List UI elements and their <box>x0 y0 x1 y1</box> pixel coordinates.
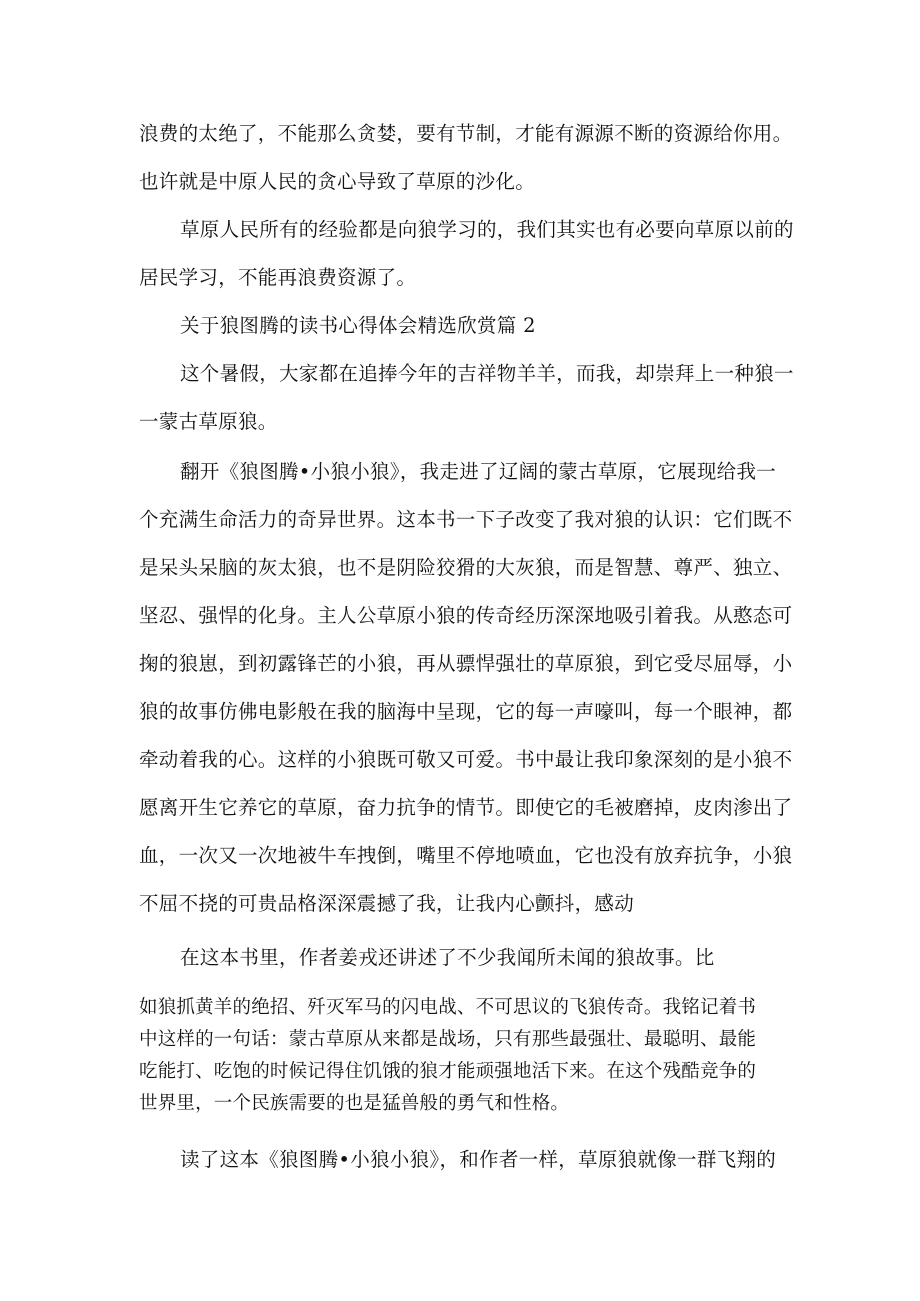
text-line-4: 居民学习，不能再浪费资源了。 <box>139 266 417 289</box>
text-line-2: 也许就是中原人民的贪心导致了草原的沙化。 <box>139 170 536 193</box>
text-line-8: 翻开《狼图腾•小狼小狼》，我走进了辽阔的蒙古草原，它展现给我一 <box>180 460 777 483</box>
text-line-12: 掬的狼崽，到初露锋芒的小狼，再从骠悍强壮的草原狼，到它受尽屈辱，小 <box>139 652 793 675</box>
text-line-11: 坚忍、强悍的化身。主人公草原小狼的传奇经历深深地吸引着我。从憨态可 <box>139 604 793 627</box>
text-line-16: 血，一次又一次地被牛车拽倒，嘴里不停地喷血，它也没有放弃抗争，小狼 <box>139 844 793 867</box>
text-line-13: 狼的故事仿佛电影般在我的脑海中呈现，它的每一声嚎叫，每一个眼神，都 <box>139 700 793 723</box>
text-line-6: 这个暑假，大家都在追捧今年的吉祥物羊羊，而我，却崇拜上一种狼一 <box>180 362 794 385</box>
text-line-21: 吃能打、吃饱的时候记得住饥饿的狼才能顽强地活下来。在这个残酷竞争的 <box>139 1061 757 1082</box>
text-line-14: 牵动着我的心。这样的小狼既可敬又可爱。书中最让我印象深刻的是小狼不 <box>139 748 793 771</box>
text-line-1: 浪费的太绝了，不能那么贪婪，要有节制，才能有源源不断的资源给你用。 <box>139 122 793 145</box>
section-heading: 关于狼图腾的读书心得体会精选欣赏篇 2 <box>180 314 536 337</box>
text-line-7: 一蒙古草原狼。 <box>139 410 278 433</box>
text-line-9: 个充满生命活力的奇异世界。这本书一下子改变了我对狼的认识：它们既不 <box>139 508 793 531</box>
text-line-15: 愿离开生它养它的草原，奋力抗争的情节。即使它的毛被磨掉，皮肉渗出了 <box>139 796 793 819</box>
text-line-23: 读了这本《狼图腾•小狼小狼》，和作者一样，草原狼就像一群飞翔的 <box>180 1148 777 1171</box>
text-line-18: 在这本书里，作者姜戎还讲述了不少我闻所未闻的狼故事。比 <box>180 946 715 969</box>
text-line-22: 世界里，一个民族需要的也是猛兽般的勇气和性格。 <box>139 1093 570 1114</box>
text-line-19: 如狼抓黄羊的绝招、歼灭军马的闪电战、不可思议的飞狼传奇。我铭记着书 <box>139 997 757 1018</box>
text-line-10: 是呆头呆脑的灰太狼，也不是阴险狡猾的大灰狼，而是智慧、尊严、独立、 <box>139 556 793 579</box>
text-line-17: 不屈不挠的可贵品格深深震撼了我，让我内心颤抖，感动 <box>139 892 635 915</box>
text-line-3: 草原人民所有的经验都是向狼学习的，我们其实也有必要向草原以前的 <box>180 218 794 241</box>
text-line-20: 中这样的一句话：蒙古草原从来都是战场，只有那些最强壮、最聪明、最能 <box>139 1029 757 1050</box>
